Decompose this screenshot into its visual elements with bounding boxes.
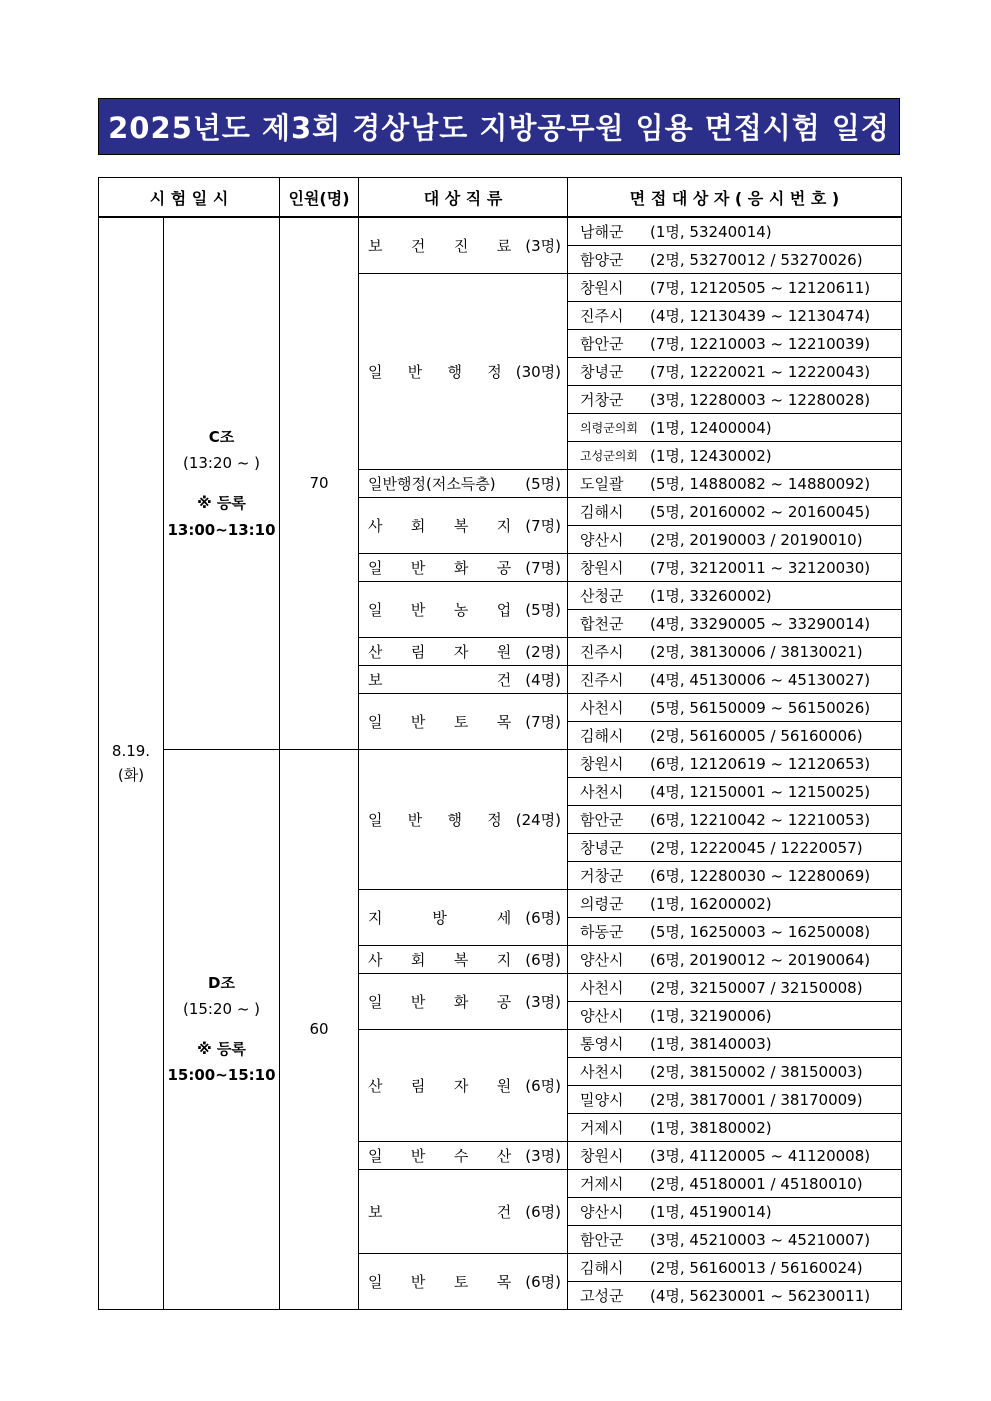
- candidate-cell: [568, 609, 902, 637]
- candidate-region: 사천시: [580, 978, 624, 997]
- candidate-numbers: (5명, 16250003 ~ 16250008): [650, 922, 871, 941]
- job-name-char: 방: [432, 908, 447, 927]
- candidate-cell: [568, 1113, 902, 1141]
- job-count: (6명): [525, 1076, 562, 1095]
- candidate-cell: [568, 357, 902, 385]
- job-name-char: 지: [496, 950, 512, 969]
- candidate-region: 창원시: [580, 754, 624, 773]
- candidate-region: 고성군의회: [580, 448, 638, 463]
- candidate-numbers: (5명, 20160002 ~ 20160045): [650, 502, 871, 521]
- candidate-cell: [568, 245, 902, 273]
- candidate-numbers: (2명, 53270012 / 53270026): [650, 250, 863, 269]
- candidate-numbers: (4명, 56230001 ~ 56230011): [650, 1286, 871, 1305]
- job-count: (4명): [525, 670, 562, 689]
- candidate-cell: [568, 441, 902, 469]
- exam-date-cell: [99, 217, 164, 1309]
- job-name-char: 복: [453, 950, 469, 969]
- header-exam-date: 시 험 일 시: [99, 178, 280, 218]
- candidate-numbers: (2명, 56160005 / 56160006): [650, 726, 863, 745]
- job-name-char: 일: [368, 810, 383, 829]
- job-name-char: 반: [410, 712, 426, 731]
- job-name-char: 건: [410, 236, 426, 255]
- candidate-region: 양산시: [580, 1006, 624, 1025]
- job-name: [368, 991, 511, 1012]
- candidate-cell: [568, 777, 902, 805]
- job-cell: [359, 637, 568, 665]
- candidate-region: 거제시: [580, 1174, 624, 1193]
- job-name-char: 행: [447, 362, 462, 381]
- job-name-char: 반: [410, 558, 426, 577]
- candidate-numbers: (2명, 38150002 / 38150003): [650, 1062, 863, 1081]
- job-name: [368, 1271, 511, 1292]
- candidate-region: 남해군: [580, 222, 624, 241]
- header-candidates: 면 접 대 상 자 ( 응 시 번 호 ): [568, 178, 902, 218]
- group-cell: [164, 217, 280, 749]
- candidate-region: 양산시: [580, 950, 624, 969]
- job-name-char: 건: [496, 670, 512, 689]
- title-banner: [98, 98, 900, 155]
- job-name: [368, 1145, 511, 1166]
- candidate-cell: [568, 917, 902, 945]
- job-name-char: 일: [368, 712, 383, 731]
- candidate-cell: [568, 861, 902, 889]
- job-name-char: 건: [496, 1202, 512, 1221]
- job-name: [368, 557, 511, 578]
- candidate-numbers: (1명, 33260002): [650, 586, 772, 605]
- job-name-char: 복: [453, 516, 469, 535]
- job-count: (6명): [525, 908, 562, 927]
- job-name-char: 보: [368, 670, 383, 689]
- job-count: (3명): [525, 236, 562, 255]
- job-cell: [359, 469, 568, 497]
- candidate-region: 창원시: [580, 1146, 624, 1165]
- candidate-cell: [568, 1253, 902, 1281]
- candidate-region: 밀양시: [580, 1090, 624, 1109]
- job-cell: [359, 693, 568, 749]
- interview-schedule-table: [98, 177, 902, 1310]
- candidate-numbers: (3명, 12280003 ~ 12280028): [650, 390, 871, 409]
- table-header-row: [99, 178, 902, 218]
- job-cell: [359, 1169, 568, 1253]
- job-count: (7명): [525, 516, 562, 535]
- job-name-char: 반: [410, 600, 426, 619]
- job-name-char: 산: [368, 1076, 383, 1095]
- candidate-numbers: (1명, 38140003): [650, 1034, 772, 1053]
- candidate-numbers: (2명, 45180001 / 45180010): [650, 1174, 863, 1193]
- job-name-char: 료: [496, 236, 512, 255]
- job-name-char: 농: [453, 600, 469, 619]
- registration-time: 13:00~13:10: [167, 520, 276, 539]
- candidate-region: 사천시: [580, 782, 624, 801]
- job-name-char: 화: [453, 558, 469, 577]
- header-job: 대 상 직 류: [359, 178, 568, 218]
- job-cell: [359, 973, 568, 1029]
- candidate-numbers: (1명, 45190014): [650, 1202, 772, 1221]
- job-name-char: 정: [487, 810, 502, 829]
- candidate-region: 통영시: [580, 1034, 624, 1053]
- job-name-char: 회: [410, 950, 426, 969]
- job-name: [368, 1201, 511, 1222]
- job-name-char: 정: [487, 362, 502, 381]
- candidate-cell: [568, 1057, 902, 1085]
- candidate-cell: [568, 385, 902, 413]
- candidate-cell: [568, 973, 902, 1001]
- group-count: 70: [280, 217, 359, 749]
- candidate-region: 양산시: [580, 530, 624, 549]
- job-name-char: 일: [368, 558, 383, 577]
- job-name-char: 일: [368, 992, 383, 1011]
- candidate-cell: [568, 217, 902, 245]
- candidate-region: 창원시: [580, 558, 624, 577]
- job-name-char: 자: [453, 1076, 469, 1095]
- candidate-region: 진주시: [580, 642, 624, 661]
- candidate-cell: [568, 1085, 902, 1113]
- candidate-cell: [568, 1281, 902, 1309]
- job-name-char: 회: [410, 516, 426, 535]
- job-name-char: 일: [368, 1272, 383, 1291]
- job-name-char: 지: [368, 908, 383, 927]
- candidate-cell: [568, 721, 902, 749]
- job-name-char: 일: [368, 362, 383, 381]
- candidate-region: 김해시: [580, 502, 624, 521]
- candidate-cell: [568, 1029, 902, 1057]
- job-count: (6명): [525, 1272, 562, 1291]
- job-name-char: 공: [496, 558, 512, 577]
- job-name: 일반행정(저소득층): [368, 474, 496, 493]
- job-name: [368, 711, 511, 732]
- candidate-cell: [568, 889, 902, 917]
- job-count: (24명): [515, 810, 562, 829]
- job-name: [368, 1075, 511, 1096]
- candidate-cell: [568, 833, 902, 861]
- registration-label: ※ 등록: [197, 494, 246, 513]
- candidate-cell: [568, 301, 902, 329]
- job-count: (5명): [525, 474, 562, 493]
- job-name: [368, 809, 502, 830]
- candidate-region: 거창군: [580, 390, 624, 409]
- candidate-numbers: (4명, 12150001 ~ 12150025): [650, 782, 871, 801]
- job-name: [368, 235, 511, 256]
- job-cell: [359, 581, 568, 637]
- candidate-region: 고성군: [580, 1286, 624, 1305]
- candidate-cell: [568, 1225, 902, 1253]
- candidate-cell: [568, 553, 902, 581]
- candidate-region: 거창군: [580, 866, 624, 885]
- job-name-char: 원: [496, 1076, 512, 1095]
- job-name: [368, 669, 511, 690]
- group-start-time: (13:20 ~ ): [182, 454, 261, 472]
- candidate-numbers: (7명, 12120505 ~ 12120611): [650, 278, 871, 297]
- table-row: [99, 217, 902, 245]
- candidate-region: 김해시: [580, 726, 624, 745]
- candidate-numbers: (2명, 32150007 / 32150008): [650, 978, 863, 997]
- job-cell: [359, 945, 568, 973]
- candidate-region: 진주시: [580, 670, 624, 689]
- candidate-cell: [568, 497, 902, 525]
- candidate-numbers: (1명, 32190006): [650, 1006, 772, 1025]
- candidate-numbers: (1명, 12430002): [650, 446, 772, 465]
- candidate-cell: [568, 945, 902, 973]
- job-name-char: 목: [496, 1272, 512, 1291]
- job-name-char: 산: [368, 642, 383, 661]
- job-count: (7명): [525, 558, 562, 577]
- candidate-numbers: (2명, 38170001 / 38170009): [650, 1090, 863, 1109]
- job-name-char: 자: [453, 642, 469, 661]
- candidate-region: 창녕군: [580, 362, 624, 381]
- candidate-numbers: (2명, 56160013 / 56160024): [650, 1258, 863, 1277]
- job-cell: [359, 749, 568, 889]
- job-name-char: 행: [447, 810, 462, 829]
- job-name-char: 일: [368, 600, 383, 619]
- table-body: [99, 217, 902, 1309]
- job-name-char: 토: [453, 1272, 469, 1291]
- job-cell: [359, 1029, 568, 1141]
- job-cell: [359, 553, 568, 581]
- candidate-numbers: (4명, 33290005 ~ 33290014): [650, 614, 871, 633]
- candidate-region: 함양군: [580, 250, 624, 269]
- job-name: [368, 907, 511, 928]
- job-name-char: 반: [410, 1272, 426, 1291]
- job-count: (3명): [525, 992, 562, 1011]
- candidate-region: 하동군: [580, 922, 624, 941]
- candidate-cell: [568, 469, 902, 497]
- job-cell: [359, 1141, 568, 1169]
- candidate-region: 의령군의회: [580, 420, 638, 435]
- candidate-region: 의령군: [580, 894, 624, 913]
- job-name-char: 수: [453, 1146, 469, 1165]
- job-name: [368, 515, 511, 536]
- candidate-region: 거제시: [580, 1118, 624, 1137]
- group-count: 60: [280, 749, 359, 1309]
- candidate-region: 도일괄: [580, 474, 624, 493]
- group-name: C조: [208, 427, 235, 446]
- job-name-char: 지: [496, 516, 512, 535]
- registration-label: ※ 등록: [197, 1040, 246, 1058]
- candidate-numbers: (3명, 41120005 ~ 41120008): [650, 1146, 871, 1165]
- candidate-numbers: (6명, 12210042 ~ 12210053): [650, 810, 871, 829]
- candidate-region: 창원시: [580, 278, 624, 297]
- candidate-numbers: (3명, 45210003 ~ 45210007): [650, 1230, 871, 1249]
- candidate-region: 김해시: [580, 1258, 624, 1277]
- candidate-numbers: (4명, 12130439 ~ 12130474): [650, 306, 871, 325]
- job-name-char: 진: [453, 236, 469, 255]
- job-name-char: 화: [453, 992, 469, 1011]
- group-name: D조: [208, 973, 235, 992]
- candidate-cell: [568, 1197, 902, 1225]
- job-name-char: 사: [368, 516, 383, 535]
- candidate-cell: [568, 1169, 902, 1197]
- candidate-cell: [568, 581, 902, 609]
- candidate-cell: [568, 749, 902, 777]
- job-cell: [359, 889, 568, 945]
- job-name-char: 목: [496, 712, 512, 731]
- candidate-region: 진주시: [580, 306, 624, 325]
- candidate-cell: [568, 1141, 902, 1169]
- candidate-numbers: (1명, 38180002): [650, 1118, 772, 1137]
- group-cell: [164, 749, 280, 1309]
- candidate-numbers: (6명, 12280030 ~ 12280069): [650, 866, 871, 885]
- job-name-char: 산: [496, 1146, 512, 1165]
- candidate-cell: [568, 273, 902, 301]
- candidate-cell: [568, 329, 902, 357]
- header-count: 인원(명): [280, 178, 359, 218]
- candidate-numbers: (1명, 53240014): [650, 222, 772, 241]
- candidate-numbers: (7명, 32120011 ~ 32120030): [650, 558, 871, 577]
- job-name-char: 원: [496, 642, 512, 661]
- job-name-char: 공: [496, 992, 512, 1011]
- table-row: [99, 749, 902, 777]
- candidate-cell: [568, 413, 902, 441]
- job-name-char: 림: [410, 1076, 426, 1095]
- candidate-numbers: (1명, 16200002): [650, 894, 772, 913]
- candidate-numbers: (2명, 12220045 / 12220057): [650, 838, 863, 857]
- candidate-numbers: (5명, 14880082 ~ 14880092): [650, 474, 871, 493]
- job-name-char: 보: [368, 1202, 383, 1221]
- candidate-numbers: (5명, 56150009 ~ 56150026): [650, 698, 871, 717]
- candidate-region: 함안군: [580, 1230, 624, 1249]
- candidate-region: 사천시: [580, 698, 624, 717]
- job-name-char: 반: [410, 1146, 426, 1165]
- candidate-region: 양산시: [580, 1202, 624, 1221]
- job-name-char: 보: [368, 236, 383, 255]
- job-count: (7명): [525, 712, 562, 731]
- candidate-cell: [568, 665, 902, 693]
- job-name-char: 업: [496, 600, 512, 619]
- job-name-char: 반: [410, 992, 426, 1011]
- candidate-cell: [568, 1001, 902, 1029]
- candidate-numbers: (6명, 12120619 ~ 12120653): [650, 754, 871, 773]
- page-title: 2025년도 제3회 경상남도 지방공무원 임용 면접시험 일정: [108, 111, 890, 145]
- candidate-region: 산청군: [580, 586, 624, 605]
- job-name-char: 일: [368, 1146, 383, 1165]
- job-cell: [359, 497, 568, 553]
- job-cell: [359, 665, 568, 693]
- candidate-numbers: (2명, 20190003 / 20190010): [650, 530, 863, 549]
- candidate-cell: [568, 637, 902, 665]
- job-count: (6명): [525, 950, 562, 969]
- exam-weekday: (화): [117, 766, 145, 785]
- candidate-cell: [568, 805, 902, 833]
- job-count: (3명): [525, 1146, 562, 1165]
- candidate-region: 합천군: [580, 614, 624, 633]
- job-cell: [359, 1253, 568, 1309]
- registration-time: 15:00~15:10: [167, 1066, 276, 1085]
- job-name: [368, 599, 511, 620]
- job-count: (6명): [525, 1202, 562, 1221]
- job-name-char: 림: [410, 642, 426, 661]
- job-name: [368, 361, 502, 382]
- candidate-cell: [568, 525, 902, 553]
- candidate-numbers: (7명, 12210003 ~ 12210039): [650, 334, 871, 353]
- candidate-numbers: (4명, 45130006 ~ 45130027): [650, 670, 871, 689]
- candidate-numbers: (7명, 12220021 ~ 12220043): [650, 362, 871, 381]
- job-name-char: 토: [453, 712, 469, 731]
- candidate-numbers: (6명, 20190012 ~ 20190064): [650, 950, 871, 969]
- candidate-region: 함안군: [580, 810, 624, 829]
- candidate-region: 함안군: [580, 334, 624, 353]
- job-cell: [359, 273, 568, 469]
- candidate-cell: [568, 693, 902, 721]
- job-count: (5명): [525, 600, 562, 619]
- candidate-region: 사천시: [580, 1062, 624, 1081]
- job-name: [368, 949, 511, 970]
- job-count: (30명): [515, 362, 562, 381]
- job-name-char: 세: [496, 908, 512, 927]
- job-name: [368, 641, 511, 662]
- group-start-time: (15:20 ~ ): [182, 999, 261, 1018]
- job-name-char: 반: [407, 362, 423, 381]
- candidate-numbers: (1명, 12400004): [650, 418, 772, 437]
- candidate-region: 창녕군: [580, 838, 624, 857]
- job-name-char: 사: [368, 950, 383, 969]
- job-name-char: 반: [407, 810, 423, 829]
- candidate-numbers: (2명, 38130006 / 38130021): [650, 642, 863, 661]
- job-cell: [359, 217, 568, 273]
- job-count: (2명): [525, 642, 562, 661]
- exam-day: 8.19.: [111, 742, 151, 761]
